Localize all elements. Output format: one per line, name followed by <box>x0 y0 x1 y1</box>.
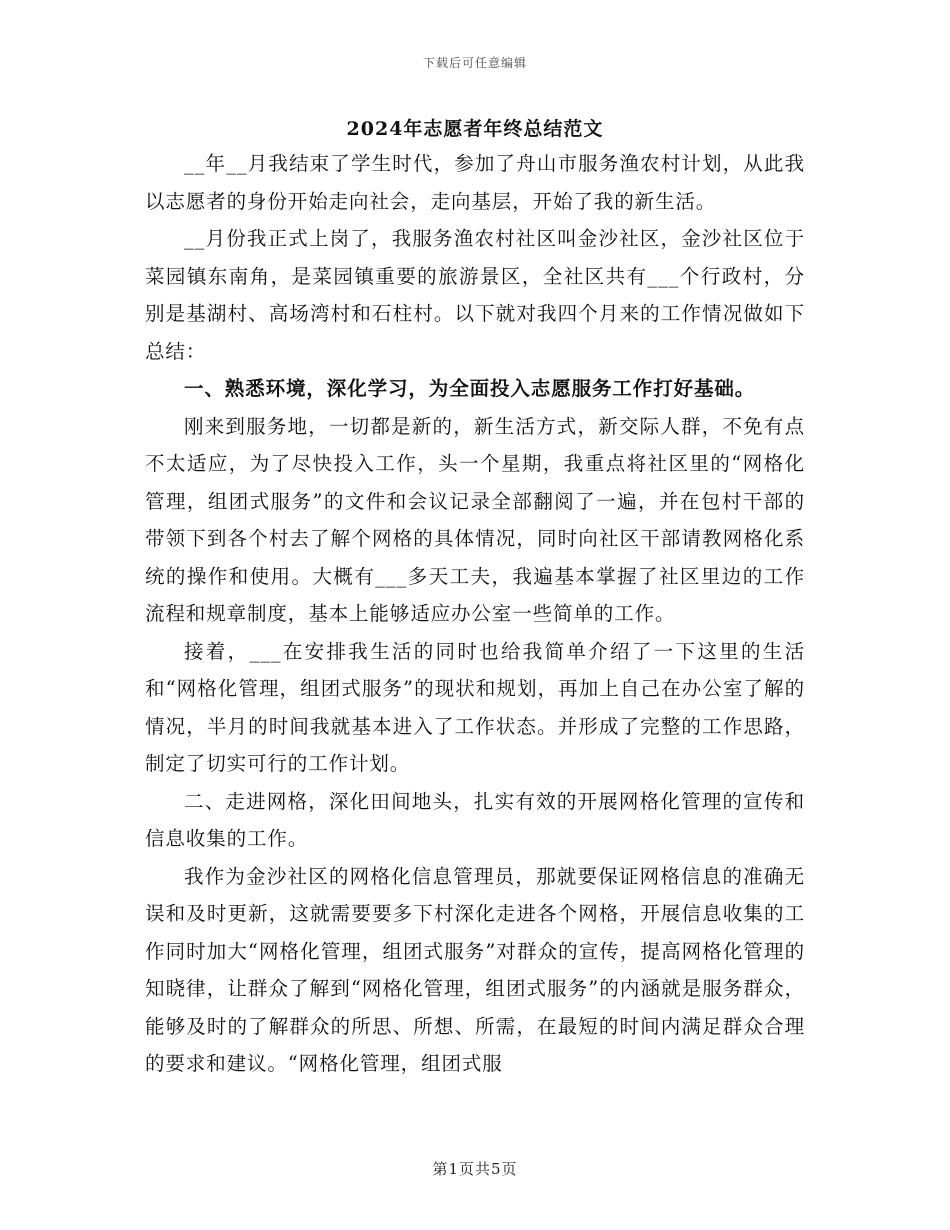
paragraph: 刚来到服务地，一切都是新的，新生活方式，新交际人群，不免有点不太适应，为了尽快投入工作，头一个星期，我重点将社区里的“网格化管理，组团式服务”的文件和会议记录全部翻阅了一遍，并在包村干部的带领下到各个村去了解个网格的具体情况，同时向社区干部请教网格化系统的操作和使用。大概有___多天工夫，我遍基本掌握了社区里边的工作流程和规章制度，基本上能够适应办公室一些简单的工作。 <box>145 414 805 625</box>
paragraph: 接着，___在安排我生活的同时也给我简单介绍了一下这里的生活和“网格化管理，组团式服务”的现状和规划，再加上自己在办公室了解的情况，半月的时间我就基本进入了工作状态。并形成了完整的工作思路，制定了切实可行的工作计划。 <box>145 639 805 775</box>
document-body <box>145 145 805 1083</box>
document-title: 2024年志愿者年终总结范文 <box>346 118 604 140</box>
section-heading: 一、熟悉环境，深化学习，为全面投入志愿服务工作打好基础。 <box>184 377 756 400</box>
header-note: 下载后可任意编辑 <box>422 56 527 70</box>
paragraph: 我作为金沙社区的网格化信息管理员，那就要保证网格信息的准确无误和及时更新，这就需要要多下村深化走进各个网格，开展信息收集的工作同时加大“网格化管理，组团式服务”对群众的宣传，提高网格化管理的知晓律，让群众了解到“网格化管理，组团式服务”的内涵就是服务群众，能够及时的了解群众的所思、所想、所需，在最短的时间内满足群众合理的要求和建议。“网格化管理，组团式服 <box>145 864 805 1075</box>
section-heading: 二、走进网格，深化田间地头，扎实有效的开展网格化管理的宣传和信息收集的工作。 <box>145 789 805 850</box>
page-number: 第1页共5页 <box>432 1160 518 1178</box>
paragraph: __月份我正式上岗了，我服务渔农村社区叫金沙社区，金沙社区位于菜园镇东南角，是菜园镇重要的旅游景区，全社区共有___个行政村，分别是基湖村、高场湾村和石柱村。以下就对我四个月来的工作情况做如下总结： <box>145 227 805 363</box>
paragraph: __年__月我结束了学生时代，参加了舟山市服务渔农村计划，从此我以志愿者的身份开始走向社会，走向基层，开始了我的新生活。 <box>145 152 805 213</box>
